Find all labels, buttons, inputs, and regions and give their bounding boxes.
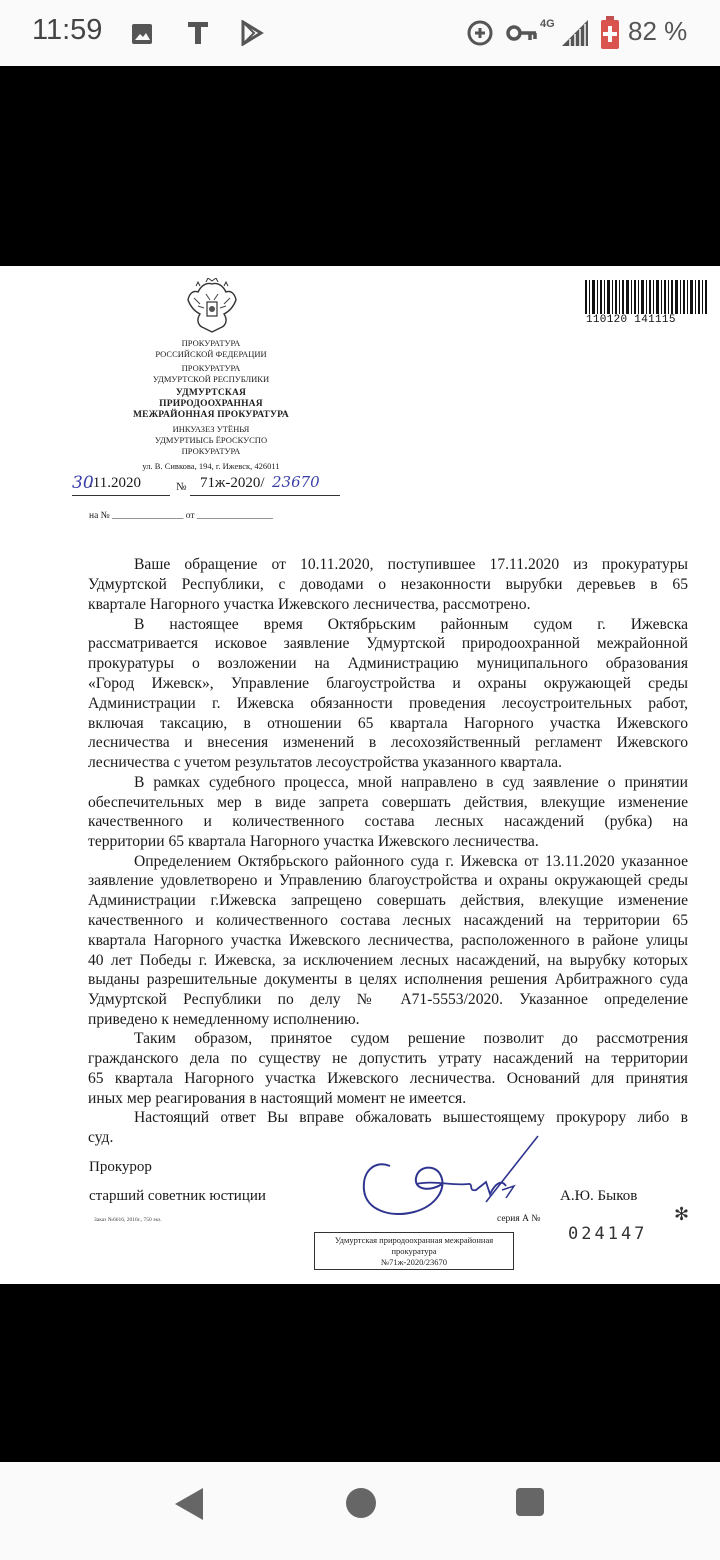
number-handwritten: 23670 <box>272 473 320 491</box>
back-button[interactable] <box>173 1486 205 1522</box>
data-saver-icon <box>466 19 494 47</box>
date-printed: .11.2020 <box>89 475 141 491</box>
registration-stamp <box>314 1232 514 1270</box>
signatory-title: Прокурор <box>89 1159 152 1175</box>
signatory-rank: старший советник юстиции <box>89 1188 266 1204</box>
body-line: иных мер реагирования в настоящий момент не имеется. <box>88 1090 467 1107</box>
reference-line: на № _______________ от ________________ <box>89 511 273 521</box>
body-line: выданы разрешительные документы в целях исполнения решения Арбитражного суда <box>88 971 688 988</box>
body-line: лесничества и внесения изменений в лесохозяйственный регламент Ижевского <box>88 734 688 751</box>
body-line: приведено к немедленному исполнению. <box>88 1011 360 1028</box>
form-series: серия А № <box>497 1214 541 1224</box>
body-line: Определением Октябрьского районного суда г. Ижевска от 13.11.2020 указанное <box>134 853 688 870</box>
stamp-line: Удмуртская природоохранная межрайонная <box>334 1235 494 1245</box>
letterhead-line: ИНКУАЗЕЗ УТЁНЬЯ <box>172 424 250 434</box>
recents-button[interactable] <box>514 1486 546 1518</box>
body-line: Администрации г. Ижевска обязанности проведения лесоустроительных работ, <box>88 695 688 712</box>
letterhead-line: ПРОКУРАТУРА <box>181 446 241 456</box>
body-line: Ваше обращение от 10.11.2020, поступившее 17.11.2020 из прокуратуры <box>134 556 688 573</box>
battery-icon <box>600 16 620 50</box>
asterisk-mark: ✻ <box>674 1204 690 1224</box>
body-line: «Город Ижевск», Управление благоустройства и охраны окружающей среды <box>88 675 688 692</box>
body-line: территории 65 квартала Нагорного участка Ижевского лесничества. <box>88 833 539 850</box>
body-line: качественного и количественного состава лесных насаждений на территории 65 <box>88 912 688 929</box>
body-line: Удмуртской Республики, с доводами о незаконности вырубки деревьев в 65 <box>88 576 688 593</box>
letterhead-line: УДМУРТСКОЙ РЕСПУБЛИКИ <box>152 374 270 384</box>
body-line: Настоящий ответ Вы вправе обжаловать вышестоящему прокурору либо в <box>134 1109 688 1126</box>
body-line: прокуратуры о возложении на Администрацию муниципального образования <box>88 655 688 672</box>
barcode-number: 110120 141115 <box>586 314 676 326</box>
date-handwritten: 30 <box>72 473 94 493</box>
battery-percentage: 82 % <box>628 16 688 46</box>
signatory-name: А.Ю. Быков <box>560 1188 638 1204</box>
letterhead-line: МЕЖРАЙОННАЯ ПРОКУРАТУРА <box>133 410 289 420</box>
navigation-bar <box>0 1462 720 1560</box>
vpn-key-icon <box>506 24 538 42</box>
document-page[interactable] <box>0 266 720 1284</box>
body-line: Удмуртской Республики по делу № А71-5553/2020. Указанное определение <box>88 991 688 1008</box>
letterhead-line: ПРОКУРАТУРА <box>181 338 241 348</box>
home-button[interactable] <box>344 1486 378 1520</box>
body-line: рассматривается исковое заявление Удмуртской природоохранной межрайонной <box>88 635 688 652</box>
letterhead-line: РОССИЙСКОЙ ФЕДЕРАЦИИ <box>155 349 267 359</box>
body-line: включая таксацию, в отношении 65 квартала Нагорного участка Ижевского <box>88 715 688 732</box>
body-line: 65 квартала Нагорного участка Ижевского лесничества. Оснований для принятия <box>88 1070 688 1087</box>
print-order-note: Заказ №6616, 2016г., 750 экз. <box>94 1217 162 1223</box>
stamp-line: №71ж-2020/23670 <box>381 1257 447 1267</box>
letterhead-address: ул. В. Сивкова, 194, г. Ижевск, 426011 <box>142 461 280 471</box>
body-line: Таким образом, принятое судом решение позволит до рассмотрения <box>134 1030 688 1047</box>
status-time: 11:59 <box>32 14 103 46</box>
letterhead-line: ПРОКУРАТУРА <box>181 363 241 373</box>
body-line: Администрации г.Ижевска запрещено совершать действия, влекущие изменение <box>88 892 688 909</box>
coat-of-arms-emblem <box>186 278 238 334</box>
play-store-icon <box>240 20 264 46</box>
body-line: В рамках судебного процесса, мной направлено в суд заявление о принятии <box>134 774 688 791</box>
image-icon <box>130 22 154 46</box>
form-number: 024147 <box>568 1224 648 1244</box>
body-line: заявление удовлетворено и Управлению благоустройства и охраны окружающей среды <box>88 872 688 889</box>
body-line: лесничества с учетом результатов лесоустройства указанного квартала. <box>88 754 562 771</box>
letterhead-line: ПРИРОДООХРАННАЯ <box>159 399 263 409</box>
number-printed: 71ж-2020/ <box>200 475 265 491</box>
letterhead-line: УДМУРТСКАЯ <box>175 388 247 398</box>
body-line: гражданского дела по существу не допустить утрату насаждений на территории <box>88 1050 688 1067</box>
body-line: суд. <box>88 1129 114 1146</box>
signal-icon <box>560 18 590 48</box>
body-line: В настоящее время Октябрьским районным судом г. Ижевска <box>134 616 688 633</box>
body-line: квартала Нагорного участка Ижевского лесничества, расположенного в районе улицы <box>88 932 688 949</box>
body-line: качественного и количественного состава лесных насаждений (рубка) на <box>88 813 688 830</box>
network-type: 4G <box>540 18 555 30</box>
document-viewer[interactable] <box>0 66 720 1462</box>
letterhead-line: УДМУРТИЫСЬ ЁРОСКУСПО <box>154 435 268 445</box>
body-line: квартале Нагорного участка Ижевского лесничества, рассмотрено. <box>88 596 531 613</box>
date-number-line <box>72 473 342 497</box>
stamp-line: прокуратура <box>391 1246 437 1256</box>
number-sign: № <box>176 481 187 493</box>
status-bar <box>0 0 720 66</box>
handwritten-signature <box>356 1132 542 1222</box>
text-t-icon <box>186 20 210 46</box>
letterhead <box>91 338 331 472</box>
body-line: 40 лет Победы г. Ижевска, за исключением лесных насаждений, на вырубку которых <box>88 952 688 969</box>
body-line: обеспечительных мер в виде запрета совершать действия, влекущие изменение <box>88 794 688 811</box>
